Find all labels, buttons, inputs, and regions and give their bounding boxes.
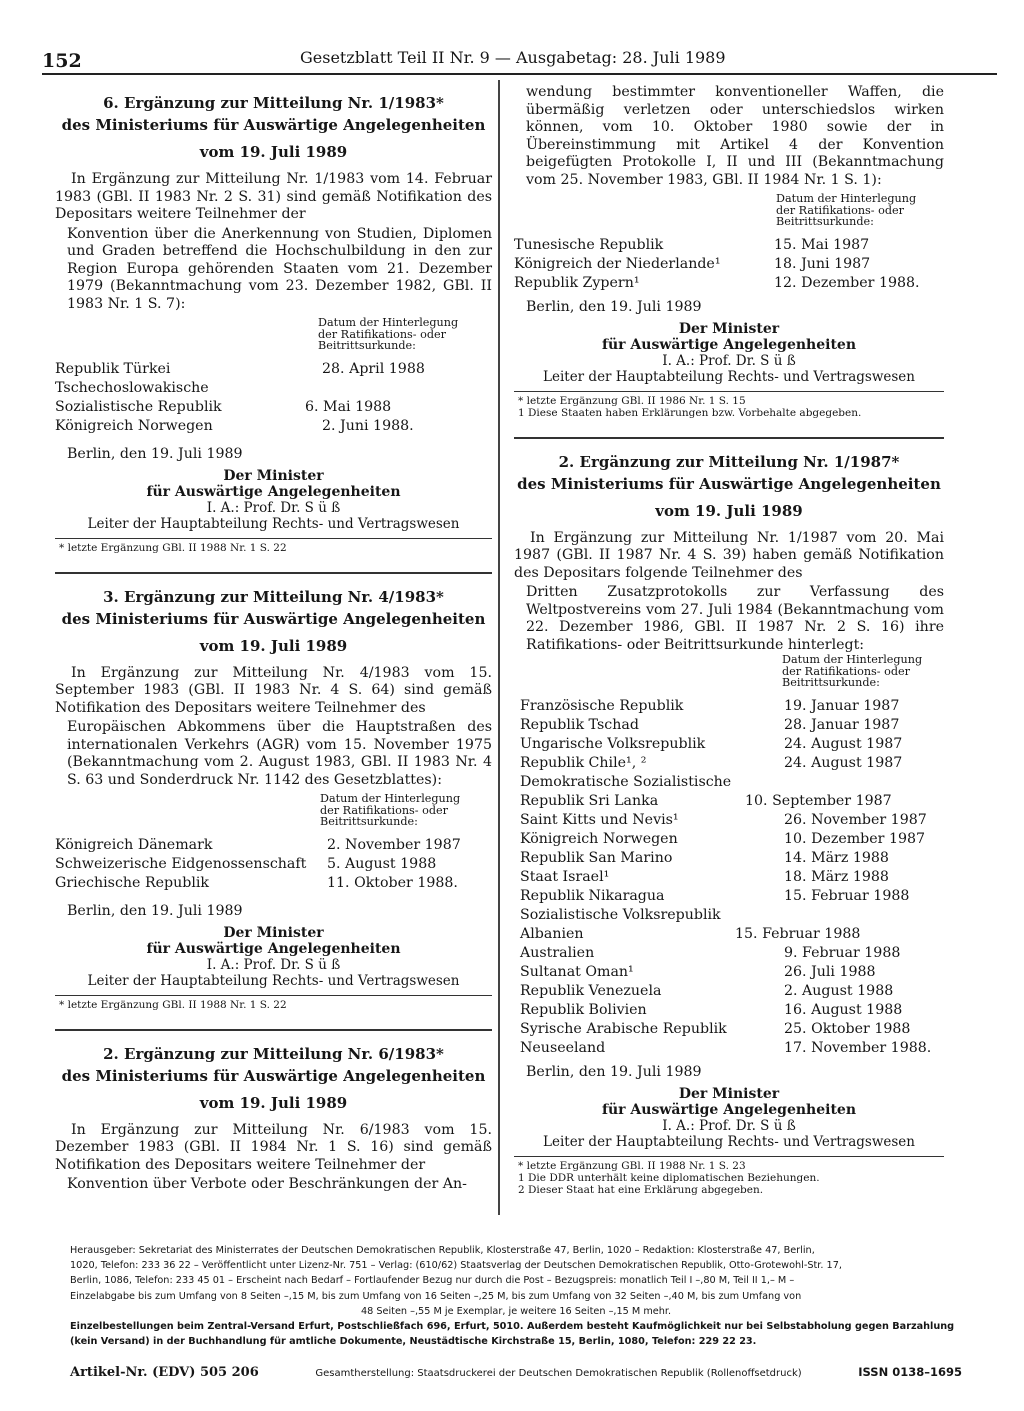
- page-number: 152: [42, 50, 82, 72]
- notice-ministry: des Ministeriums für Auswärtige Angelegenheiten: [517, 474, 941, 493]
- state-row: Sozialistische Volksrepublik Albanien 15. Februar 1988: [520, 906, 861, 942]
- state-row: Republik Bolivien 16. August 1988: [520, 1001, 903, 1018]
- imprint: Herausgeber: Sekretariat des Ministerrates der Deutschen Demokratischen Republik, Klosterstraße 47, Berlin, 1020 – Redaktion: Klosterstraße 47, Berlin, 1020, Telefon: 233 36 22 – Veröffentlicht unter Lizenz-Nr. 751 – Verlag: (610/62) Staatsverlag der Deutschen Demokratischen Republik, Otto-Grotewohl-Str. 17, Berlin, 1086, Telefon: 233 45 01 – Erscheint nach Bedarf – Fortlaufender Bezug nur durch die Post – Bezugspreis: monatlich Teil I –,80 M, Teil II 1,– M – Einzelabgabe bis zum Umfang von 8 Seiten –,15 M, bis zum Umfang von 16 Seiten –,25 M, bis zum Umfang von 32 Seiten –,40 M, bis zum Umfang von 48 Seiten –,55 M je Exemplar, je weitere 16 Seiten –,15 M mehr. Einzelbestellungen beim Zentral-Versand Erfurt, Postschließfach 696, Erfurt, 5010. Außerdem besteht Kaufmöglichkeit nur bei Selbstabholung gegen Barzahlung (kein Versand) in der Buchhandlung für amtliche Dokumente, Neustädtische Kirchstraße 15, Berlin, 1080, Telefon: 229 22 23.: [70, 1245, 955, 1348]
- notice-date: vom 19. Juli 1989: [199, 1093, 348, 1112]
- notice-body: Dritten Zusatzprotokolls zur Verfassung des Weltpostvereins vom 27. Juli 1984 (Bekanntmachung vom 22. Dezember 1986, GBl. II 1987 Nr. 2 S. 16) ihre Ratifikations- oder Beitrittsurkunde hinterlegt:: [526, 584, 944, 653]
- notice-1: [55, 92, 492, 554]
- notice-body: Konvention über die Anerkennung von Studien, Diplomen und Graden betreffend die Hochschulbildung in den zur Region Europa gehörenden Staaten vom 21. Dezember 1979 (Bekanntmachung vom 23. Dezember 1982, GBl. II 1983 Nr. 1 S. 7):: [67, 225, 492, 312]
- state-row: Republik Venezuela 2. August 1988: [520, 982, 894, 999]
- state-row: Neuseeland 17. November 1988.: [520, 1039, 932, 1056]
- place-date-line: Berlin, den 19. Juli 1989: [526, 298, 702, 315]
- issn: ISSN 0138–1695: [858, 1365, 962, 1379]
- notice-intro: In Ergänzung zur Mitteilung Nr. 6/1983 vom 15. Dezember 1983 (GBl. II 1984 Nr. 1 S. 16) sind gemäß Notifikation des Depositars weitere Teilnehmer der: [55, 1121, 492, 1173]
- notice-ministry: des Ministeriums für Auswärtige Angelegenheiten: [61, 609, 486, 628]
- imprint-footer: [70, 1365, 962, 1380]
- footnotes: * letzte Ergänzung GBl. II 1986 Nr. 1 S. 15 1 Diese Staaten haben Erklärungen bzw. Vorbehalte abgegeben.: [514, 391, 944, 419]
- notice-intro: In Ergänzung zur Mitteilung Nr. 4/1983 vom 15. September 1983 (GBl. II 1983 Nr. 4 S. 64) sind gemäß Notifikation des Depositars weitere Teilnehmer des: [55, 664, 492, 716]
- notice-title: 2. Ergänzung zur Mitteilung Nr. 6/1983*: [103, 1044, 444, 1063]
- signature-block: Der Minister für Auswärtige Angelegenheiten I. A.: Prof. Dr. S ü ß Leiter der Hauptabteilung Rechts- und Vertragswesen: [543, 320, 915, 385]
- notice-date: vom 19. Juli 1989: [199, 143, 348, 161]
- date-column-header: Datum der Hinterlegung der Ratifikations- oder Beitrittsurkunde:: [318, 316, 459, 352]
- signature-block: Der Minister für Auswärtige Angelegenheiten I. A.: Prof. Dr. S ü ß Leiter der Hauptabteilung Rechts- und Vertragswesen: [87, 467, 460, 532]
- state-row: Schweizerische Eidgenossenschaft 5. August 1988: [55, 855, 437, 872]
- state-row: Republik San Marino 14. März 1988: [520, 849, 889, 866]
- notice-title: 6. Ergänzung zur Mitteilung Nr. 1/1983*: [103, 94, 444, 112]
- state-row: Republik Chile¹, ² 24. August 1987: [520, 754, 903, 771]
- notice-date: vom 19. Juli 1989: [199, 636, 348, 655]
- state-row: Königreich Dänemark 2. November 1987: [55, 836, 461, 853]
- date-column-header: Datum der Hinterlegung der Ratifikations- oder Beitrittsurkunde:: [320, 792, 461, 828]
- article-number: Artikel-Nr. (EDV) 505 206: [70, 1365, 259, 1380]
- signature-block: Der Minister für Auswärtige Angelegenheiten I. A.: Prof. Dr. S ü ß Leiter der Hauptabteilung Rechts- und Vertragswesen: [87, 924, 460, 989]
- state-row: Republik Zypern¹ 12. Dezember 1988.: [514, 274, 920, 291]
- notice-title: 3. Ergänzung zur Mitteilung Nr. 4/1983*: [103, 587, 444, 606]
- state-row: Republik Nikaragua 15. Februar 1988: [520, 887, 910, 904]
- state-row: Saint Kitts und Nevis¹ 26. November 1987: [520, 811, 927, 828]
- notice-body: Europäischen Abkommens über die Hauptstraßen des internationalen Verkehrs (AGR) vom 15. November 1975 (Bekanntmachung vom 2. August 1983, GBl. II 1983 Nr. 4 S. 63 und Sonderdruck Nr. 1142 des Gesetzblattes):: [67, 719, 492, 788]
- state-row: Französische Republik 19. Januar 1987: [520, 697, 900, 714]
- states-list: [55, 836, 492, 893]
- state-row: Republik Türkei 28. April 1988: [55, 360, 425, 377]
- state-row: Königreich Norwegen 2. Juni 1988.: [55, 417, 414, 434]
- state-row: Königreich der Niederlande¹ 18. Juni 1987: [514, 255, 871, 272]
- header-rule: [42, 73, 997, 75]
- state-row: Griechische Republik 11. Oktober 1988.: [55, 874, 458, 891]
- state-row: Tunesische Republik 15. Mai 1987: [514, 236, 870, 253]
- state-row: Tschechoslowakische Sozialistische Republik 6. Mai 1988: [55, 379, 392, 415]
- column-divider: [498, 80, 500, 1215]
- notice-4: [514, 451, 944, 1196]
- printer-line: Gesamtherstellung: Staatsdruckerei der Deutschen Demokratischen Republik (Rollenoffsetdruck): [315, 1368, 802, 1379]
- states-list: [514, 236, 944, 293]
- signature-block: Der Minister für Auswärtige Angelegenheiten I. A.: Prof. Dr. S ü ß Leiter der Hauptabteilung Rechts- und Vertragswesen: [543, 1085, 915, 1150]
- state-row: Demokratische Sozialistische Republik Sri Lanka 10. September 1987: [520, 773, 892, 809]
- right-column: [514, 84, 944, 1196]
- states-list: [55, 360, 492, 436]
- notice-intro: In Ergänzung zur Mitteilung Nr. 1/1987 vom 20. Mai 1987 (GBl. II 1987 Nr. 4 S. 39) haben gemäß Notifikation des Depositars folgende Teilnehmer des: [514, 529, 944, 581]
- place-date-line: Berlin, den 19. Juli 1989: [526, 1063, 702, 1080]
- state-row: Syrische Arabische Republik 25. Oktober 1988: [520, 1020, 911, 1037]
- state-row: Staat Israel¹ 18. März 1988: [520, 868, 889, 885]
- notice-3-continued: [514, 84, 944, 419]
- footnotes: * letzte Ergänzung GBl. II 1988 Nr. 1 S. 23 1 Die DDR unterhält keine diplomatischen Beziehungen. 2 Dieser Staat hat eine Erklärung abgegeben.: [514, 1156, 944, 1196]
- notice-ministry: des Ministeriums für Auswärtige Angelegenheiten: [61, 1066, 486, 1085]
- state-row: Republik Tschad 28. Januar 1987: [520, 716, 900, 733]
- footnotes: * letzte Ergänzung GBl. II 1988 Nr. 1 S. 22: [55, 538, 492, 554]
- states-list: [514, 697, 944, 1058]
- place-date-line: Berlin, den 19. Juli 1989: [67, 445, 243, 462]
- state-row: Ungarische Volksrepublik 24. August 1987: [520, 735, 903, 752]
- notice-intro: In Ergänzung zur Mitteilung Nr. 1/1983 vom 14. Februar 1983 (GBl. II 1983 Nr. 2 S. 31) sind gemäß Notifikation des Depositars weitere Teilnehmer der: [55, 171, 492, 222]
- footnotes: * letzte Ergänzung GBl. II 1988 Nr. 1 S. 22: [55, 995, 492, 1011]
- date-column-header: Datum der Hinterlegung der Ratifikations- oder Beitrittsurkunde:: [782, 653, 923, 689]
- notice-separator: [55, 1029, 492, 1031]
- date-column-header: Datum der Hinterlegung der Ratifikations- oder Beitrittsurkunde:: [776, 192, 917, 228]
- notice-body-continuation: wendung bestimmter konventioneller Waffen, die übermäßig verletzen oder unterschiedslos wirken können, vom 10. Oktober 1980 sowie der in Übereinstimmung mit Artikel 4 der Konvention beigefügten Protokolle I, II und III (Bekanntmachung vom 25. November 1983, GBl. II 1984 Nr. 1 S. 1):: [526, 84, 944, 188]
- left-column: [55, 92, 492, 1194]
- notice-ministry: des Ministeriums für Auswärtige Angelegenheiten: [61, 116, 486, 134]
- gazette-header-title: Gesetzblatt Teil II Nr. 9 — Ausgabetag: 28. Juli 1989: [300, 48, 726, 67]
- notice-3: [55, 1043, 492, 1194]
- place-date-line: Berlin, den 19. Juli 1989: [67, 902, 243, 919]
- notice-date: vom 19. Juli 1989: [655, 501, 803, 520]
- notice-title: 2. Ergänzung zur Mitteilung Nr. 1/1987*: [558, 452, 900, 471]
- notice-2: [55, 586, 492, 1011]
- state-row: Australien 9. Februar 1988: [520, 944, 901, 961]
- state-row: Sultanat Oman¹ 26. Juli 1988: [520, 963, 876, 980]
- notice-separator: [514, 437, 944, 439]
- state-row: Königreich Norwegen 10. Dezember 1987: [520, 830, 926, 847]
- notice-body: Konvention über Verbote oder Beschränkungen der An-: [67, 1176, 467, 1192]
- notice-separator: [55, 572, 492, 574]
